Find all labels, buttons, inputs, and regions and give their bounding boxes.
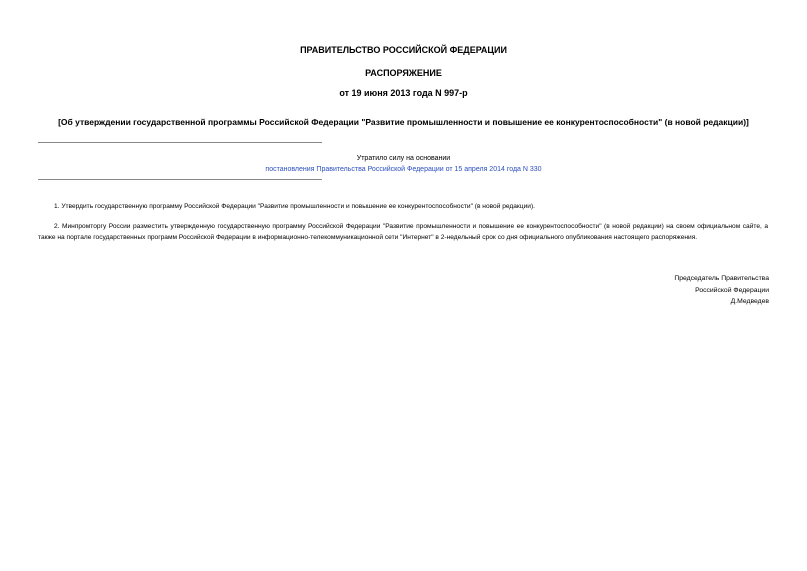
repeal-note: Утратило силу на основании: [356, 155, 451, 162]
signature-name: Д.Медведев: [730, 298, 769, 305]
signature-block: [674, 273, 769, 308]
divider-bottom: [38, 179, 322, 180]
government-heading: ПРАВИТЕЛЬСТВО РОССИЙСКОЙ ФЕДЕРАЦИИ: [300, 45, 507, 55]
divider-top: [38, 142, 322, 143]
document-date-number: от 19 июня 2013 года N 997-р: [339, 88, 468, 98]
body-paragraph-1: 1. Утвердить государственную программу Российской Федерации "Развитие промышленности и повышение ее конкурентоспособности" (в новой редакции).: [54, 203, 535, 210]
repeal-link[interactable]: постановления Правительства Российской Федерации от 15 апреля 2014 года N 330: [265, 166, 542, 173]
document-title: [Об утверждении государственной программы Российской Федерации "Развитие промышленности и повышение ее конкурентоспособности" (в новой редакции)]: [58, 117, 749, 127]
document-type-heading: РАСПОРЯЖЕНИЕ: [365, 68, 442, 78]
body-paragraph-2: 2. Минпромторгу России разместить утвержденную государственную программу Российской Федерации "Развитие промышленности и повышение ее конкурентоспособности" (в новой редакции) на своем официальном сайте, а также на портале государственных программ Российской Федерации в информационно-телекоммуникационной сети "Интернет" в 2-недельный срок со дня официального опубликования настоящего распоряжения.: [38, 223, 768, 241]
signature-organization: Российской Федерации: [695, 286, 769, 294]
signature-position: Председатель Правительства: [674, 275, 769, 282]
